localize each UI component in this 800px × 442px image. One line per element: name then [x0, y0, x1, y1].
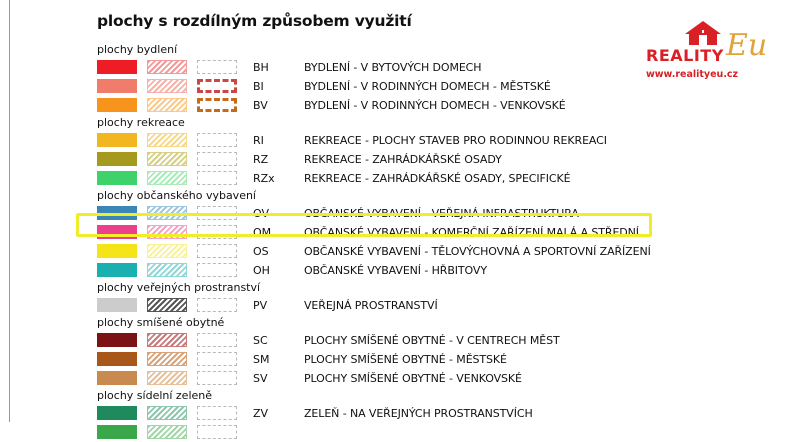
legend-description: PLOCHY SMÍŠENÉ OBYTNÉ - VENKOVSKÉ: [304, 372, 522, 385]
hatched-swatch: [147, 425, 187, 439]
legend-code: BH: [253, 61, 269, 74]
legend-row: [97, 369, 657, 388]
solid-swatch: [97, 79, 137, 93]
outline-swatch: [197, 333, 237, 347]
highlight-box: [76, 213, 652, 237]
solid-swatch: [97, 98, 137, 112]
legend-code: RZ: [253, 153, 269, 166]
legend-description: PLOCHY SMÍŠENÉ OBYTNÉ - MĚSTSKÉ: [304, 353, 507, 366]
legend-code: PV: [253, 299, 268, 312]
hatched-swatch: [147, 60, 187, 74]
legend-description: OBČANSKÉ VYBAVENÍ - KOMERČNÍ ZAŘÍZENÍ MALÁ A STŘEDNÍ: [304, 226, 639, 239]
solid-swatch: [97, 406, 137, 420]
outline-swatch: [197, 263, 237, 277]
legend-description: BYDLENÍ - V RODINNÝCH DOMECH - MĚSTSKÉ: [304, 80, 551, 93]
solid-swatch: [97, 352, 137, 366]
logo-suffix: Eu: [726, 28, 768, 63]
outline-swatch: [197, 244, 237, 258]
legend-code: OS: [253, 245, 269, 258]
legend-row: [97, 169, 657, 188]
legend-row: [97, 423, 657, 442]
solid-swatch: [97, 133, 137, 147]
legend-code: ZV: [253, 407, 269, 420]
hatched-swatch: [147, 406, 187, 420]
realityeu-logo[interactable]: [646, 20, 786, 84]
outline-swatch: [197, 371, 237, 385]
legend-code: SV: [253, 372, 268, 385]
solid-swatch: [97, 425, 137, 439]
hatched-swatch: [147, 263, 187, 277]
legend-description: REKREACE - ZAHRÁDKÁŘSKÉ OSADY, SPECIFICKÉ: [304, 172, 571, 185]
solid-swatch: [97, 244, 137, 258]
legend-row: [97, 58, 657, 77]
legend-description: REKREACE - ZAHRÁDKÁŘSKÉ OSADY: [304, 153, 502, 166]
hatched-swatch: [147, 152, 187, 166]
legend-code: OV: [253, 207, 269, 220]
outline-swatch: [197, 425, 237, 439]
solid-swatch: [97, 263, 137, 277]
legend-description: REKREACE - PLOCHY STAVEB PRO RODINNOU REKREACI: [304, 134, 607, 147]
solid-swatch: [97, 171, 137, 185]
legend-description: OBČANSKÉ VYBAVENÍ - VEŘEJNÁ INFRASTRUKTURA: [304, 207, 579, 220]
solid-swatch: [97, 333, 137, 347]
legend-row: [97, 131, 657, 150]
legend-row: [97, 242, 657, 261]
legend-code: BI: [253, 80, 264, 93]
group-label: plochy rekreace: [97, 116, 185, 129]
hatched-swatch: [147, 352, 187, 366]
outline-swatch: [197, 352, 237, 366]
hatched-swatch: [147, 298, 187, 312]
legend-code: BV: [253, 99, 268, 112]
solid-swatch: [97, 298, 137, 312]
hatched-swatch: [147, 171, 187, 185]
legend-row: [97, 150, 657, 169]
group-label: plochy smíšené obytné: [97, 316, 225, 329]
outline-swatch: [197, 298, 237, 312]
legend-row: [97, 350, 657, 369]
outline-swatch: [197, 133, 237, 147]
logo-url[interactable]: www.realityeu.cz: [646, 69, 739, 80]
house-icon: [683, 20, 723, 46]
outline-swatch: [197, 79, 237, 93]
outline-swatch: [197, 60, 237, 74]
group-label: plochy bydlení: [97, 43, 178, 56]
solid-swatch: [97, 371, 137, 385]
hatched-swatch: [147, 333, 187, 347]
group-label: plochy veřejných prostranství: [97, 281, 261, 294]
outline-swatch: [197, 171, 237, 185]
legend-title: plochy s rozdílným způsobem využití: [97, 12, 412, 30]
legend-code: OM: [253, 226, 272, 239]
legend-description: PLOCHY SMÍŠENÉ OBYTNÉ - V CENTRECH MĚST: [304, 334, 560, 347]
solid-swatch: [97, 152, 137, 166]
hatched-swatch: [147, 98, 187, 112]
legend-description: BYDLENÍ - V BYTOVÝCH DOMECH: [304, 61, 482, 74]
solid-swatch: [97, 60, 137, 74]
hatched-swatch: [147, 371, 187, 385]
page-edge-line: [9, 0, 10, 422]
legend-description: OBČANSKÉ VYBAVENÍ - HŘBITOVY: [304, 264, 487, 277]
legend-code: RZx: [253, 172, 275, 185]
legend-row: [97, 77, 657, 96]
legend-row: [97, 96, 657, 115]
outline-swatch: [197, 152, 237, 166]
hatched-swatch: [147, 79, 187, 93]
legend-row: [97, 404, 657, 423]
outline-swatch: [197, 98, 237, 112]
outline-swatch: [197, 406, 237, 420]
legend-row: [97, 261, 657, 280]
legend-code: OH: [253, 264, 270, 277]
group-label: plochy občanského vybavení: [97, 189, 256, 202]
legend-description: VEŘEJNÁ PROSTRANSTVÍ: [304, 299, 438, 312]
legend-description: ZELEŇ - NA VEŘEJNÝCH PROSTRANSTVÍCH: [304, 407, 533, 420]
legend-description: OBČANSKÉ VYBAVENÍ - TĚLOVÝCHOVNÁ A SPORTOVNÍ ZAŘÍZENÍ: [304, 245, 651, 258]
legend: [97, 42, 657, 442]
legend-row: [97, 296, 657, 315]
legend-row: [97, 331, 657, 350]
legend-code: SM: [253, 353, 270, 366]
hatched-swatch: [147, 133, 187, 147]
group-label: plochy sídelní zeleně: [97, 389, 213, 402]
hatched-swatch: [147, 244, 187, 258]
legend-code: RI: [253, 134, 264, 147]
legend-description: BYDLENÍ - V RODINNÝCH DOMECH - VENKOVSKÉ: [304, 99, 566, 112]
logo-brand: REALITY: [646, 46, 724, 65]
legend-code: SC: [253, 334, 268, 347]
